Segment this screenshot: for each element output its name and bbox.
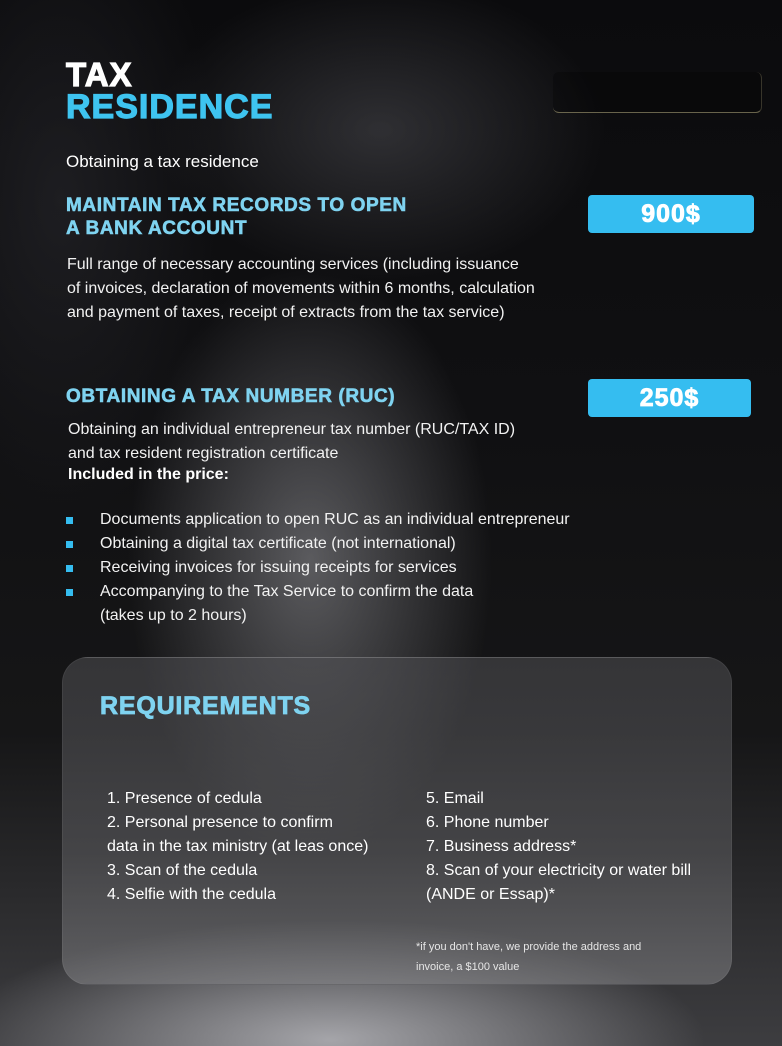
requirement-item: 6. Phone number [426,814,549,831]
list-item-continuation [64,604,664,628]
description-line: of invoices, declaration of movements within 6 months, calculation [67,280,535,297]
list-item-text: (takes up to 2 hours) [100,607,247,624]
list-item-text: Accompanying to the Tax Service to confirm the data [100,583,474,600]
bullet-square-icon [66,517,73,524]
list-item-text: Obtaining a digital tax certificate (not international) [100,535,456,552]
requirement-item: 7. Business address* [426,838,577,855]
requirement-item: 2. Personal presence to confirm [107,814,333,831]
requirement-item: 1. Presence of cedula [107,790,262,807]
price-badge-tax-number: 250$ [588,379,751,417]
list-item-text: Receiving invoices for issuing receipts for services [100,559,457,576]
service-heading-tax-records [66,194,526,240]
heading-line: MAINTAIN TAX RECORDS TO OPEN [66,195,407,216]
bullet-square-icon [66,541,73,548]
decorative-frame [553,72,762,113]
service-description-tax-number [68,418,588,466]
included-label: Included in the price: [68,466,229,483]
requirements-right-column [426,787,726,907]
price-badge-tax-records: 900$ [588,195,754,233]
requirements-title: REQUIREMENTS [100,692,312,720]
requirement-item: 8. Scan of your electricity or water bill [426,862,691,879]
footnote-line: *if you don't have, we provide the address and [416,941,642,953]
bullet-square-icon [66,589,73,596]
requirement-item: 3. Scan of the cedula [107,862,258,879]
requirement-item: (ANDE or Essap)* [426,886,555,903]
page-subtitle: Obtaining a tax residence [66,152,259,171]
requirements-left-column [107,787,407,907]
bullet-square-icon [66,565,73,572]
heading-line: A BANK ACCOUNT [66,218,248,239]
list-item [64,580,664,604]
requirement-item: 5. Email [426,790,484,807]
description-line: and payment of taxes, receipt of extracts from the tax service) [67,304,505,321]
page-title-line2: RESIDENCE [66,88,274,126]
service-description-tax-records [67,253,587,325]
page-title-line1: TAX [66,56,133,93]
description-line: Obtaining an individual entrepreneur tax number (RUC/TAX ID) [68,421,516,438]
list-item [64,508,664,532]
requirement-item: data in the tax ministry (at leas once) [107,838,369,855]
requirements-footnote [416,937,696,977]
requirement-item: 4. Selfie with the cedula [107,886,276,903]
footnote-line: invoice, a $100 value [416,961,520,973]
service-heading-tax-number: OBTAINING A TAX NUMBER (RUC) [66,386,396,407]
description-line: and tax resident registration certificate [68,445,339,462]
included-list [64,508,664,628]
list-item [64,532,664,556]
list-item [64,556,664,580]
list-item-text: Documents application to open RUC as an individual entrepreneur [100,511,570,528]
description-line: Full range of necessary accounting services (including issuance [67,256,519,273]
